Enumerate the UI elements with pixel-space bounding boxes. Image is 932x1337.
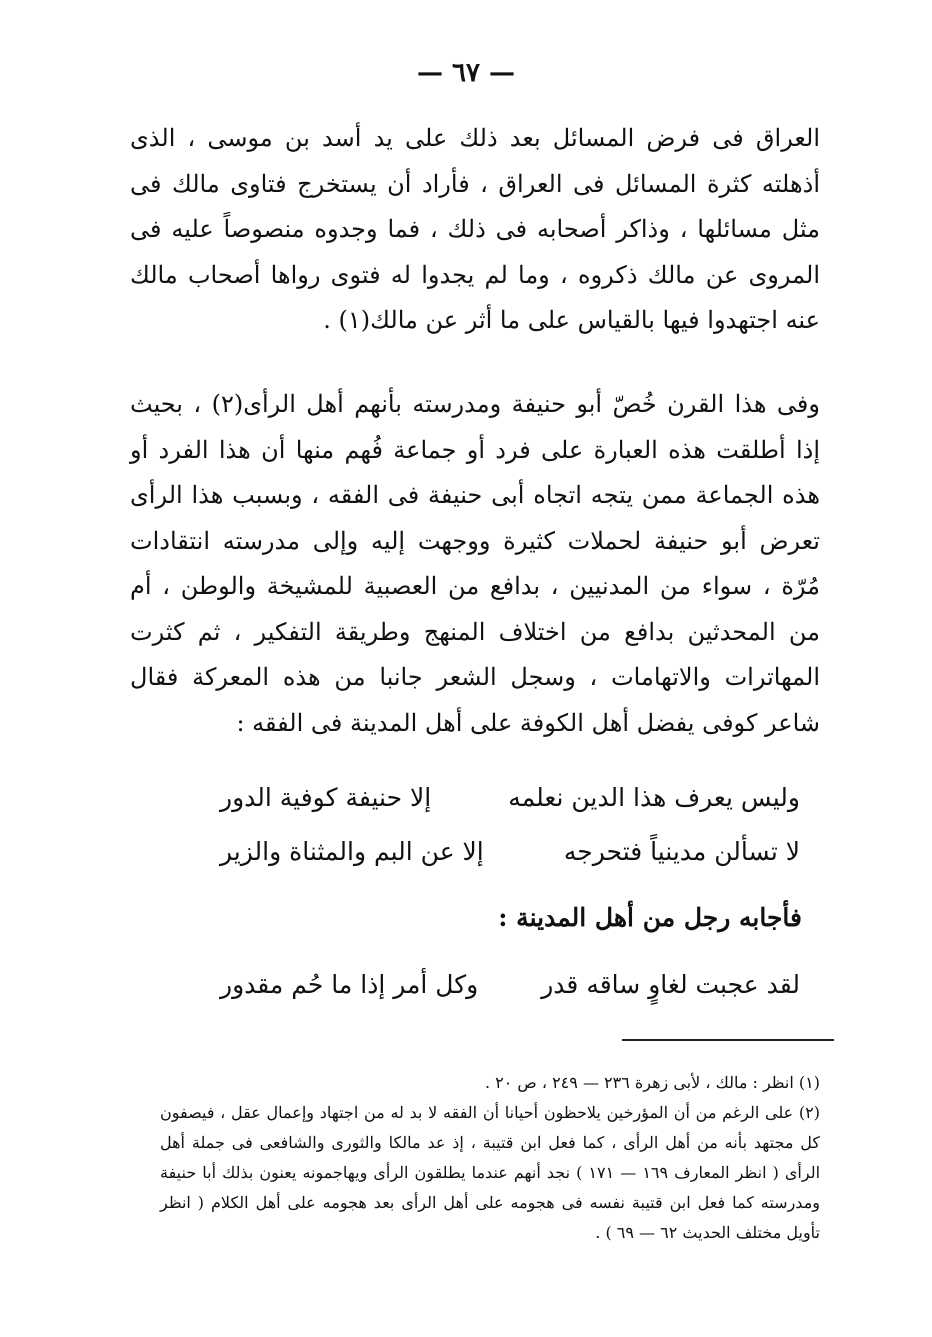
verse-hemistich-first: وليس يعرف هذا الدين نعلمه xyxy=(508,783,800,812)
footnotes xyxy=(160,1068,820,1248)
footnote-2: (٢) على الرغم من أن المؤرخين يلاحظون أحيانا أن الفقه لا بد له من اجتهاد وإعمال عقل ، فيصفون كل مجتهد بأنه من أهل الرأى ، كما فعل ابن قتيبة ، إذ عد مالكا والثورى والشافعى فى جملة أهل الرأى ( انظر المعارف ١٦٩ — ١٧١ ) نجد أنهم عندما يطلقون الرأى ويهاجمونه يعنون بذلك أبا حنيفة ومدرسته كما فعل ابن قتيبة نفسه فى هجومه على أهل الرأى بعد هجومه على أهل الكلام ( انظر تأويل مختلف الحديث ٦٢ — ٦٩ ) . xyxy=(160,1103,821,1242)
reply-intro: فأجابه رجل من أهل المدينة : xyxy=(498,903,802,932)
footnote-1: (١) انظر : مالك ، لأبى زهرة ٢٣٦ — ٢٤٩ ، ص ٢٠ . xyxy=(484,1073,820,1092)
verse-hemistich-first: لقد عجبت لغاوٍ ساقه قدر xyxy=(541,970,800,999)
verse-line-1 xyxy=(220,778,800,818)
verse-hemistich-first: لا تسألن مدينياً فتحرجه xyxy=(563,837,800,866)
verse-hemistich-second: إلا حنيفة كوفية الدور xyxy=(220,783,432,812)
paragraph-1: العراق فى فرض المسائل بعد ذلك على يد أسد بن موسى ، الذى أذهلته كثرة المسائل فى العراق ، فأراد أن يستخرج فتاوى مالك فى مثل مسائلها ، وذاكر أصحابه فى ذلك ، فما وجدوه منصوصاً عليه فى المروى عن مالك ذكروه ، وما لم يجدوا له فتوى رواها أصحاب مالك عنه اجتهدوا فيها بالقياس على ما أثر عن مالك(١) . xyxy=(130,124,820,334)
paragraph-2: وفى هذا القرن خُصّ أبو حنيفة ومدرسته بأنهم أهل الرأى(٢) ، بحيث إذا أطلقت هذه العبارة على فرد أو جماعة فُهم منها أن هذا الفرد أو هذه الجماعة ممن يتجه اتجاه أبى حنيفة فى الفقه ، وبسبب هذا الرأى تعرض أبو حنيفة لحملات كثيرة ووجهت إليه وإلى مدرسته انتقادات مُرّة ، سواء من المدنيين ، بدافع من العصبية للمشيخة والوطن ، أم من المحدثين بدافع من اختلاف المنهج وطريقة التفكير ، ثم كثرت المهاترات والاتهامات ، وسجل الشعر جانبا من هذه المعركة فقال شاعر كوفى يفضل أهل الكوفة على أهل المدينة فى الفقه : xyxy=(130,390,820,737)
verse-hemistich-second: إلا عن البم والمثناة والزير xyxy=(220,837,484,866)
verse-hemistich-second: وكل أمر إذا ما حُم مقدور xyxy=(220,970,479,999)
verse-line-2 xyxy=(220,832,800,872)
page-number: — ٦٧ — xyxy=(416,58,516,88)
reply-verse-line xyxy=(220,965,800,1005)
footnote-divider xyxy=(622,1039,834,1041)
